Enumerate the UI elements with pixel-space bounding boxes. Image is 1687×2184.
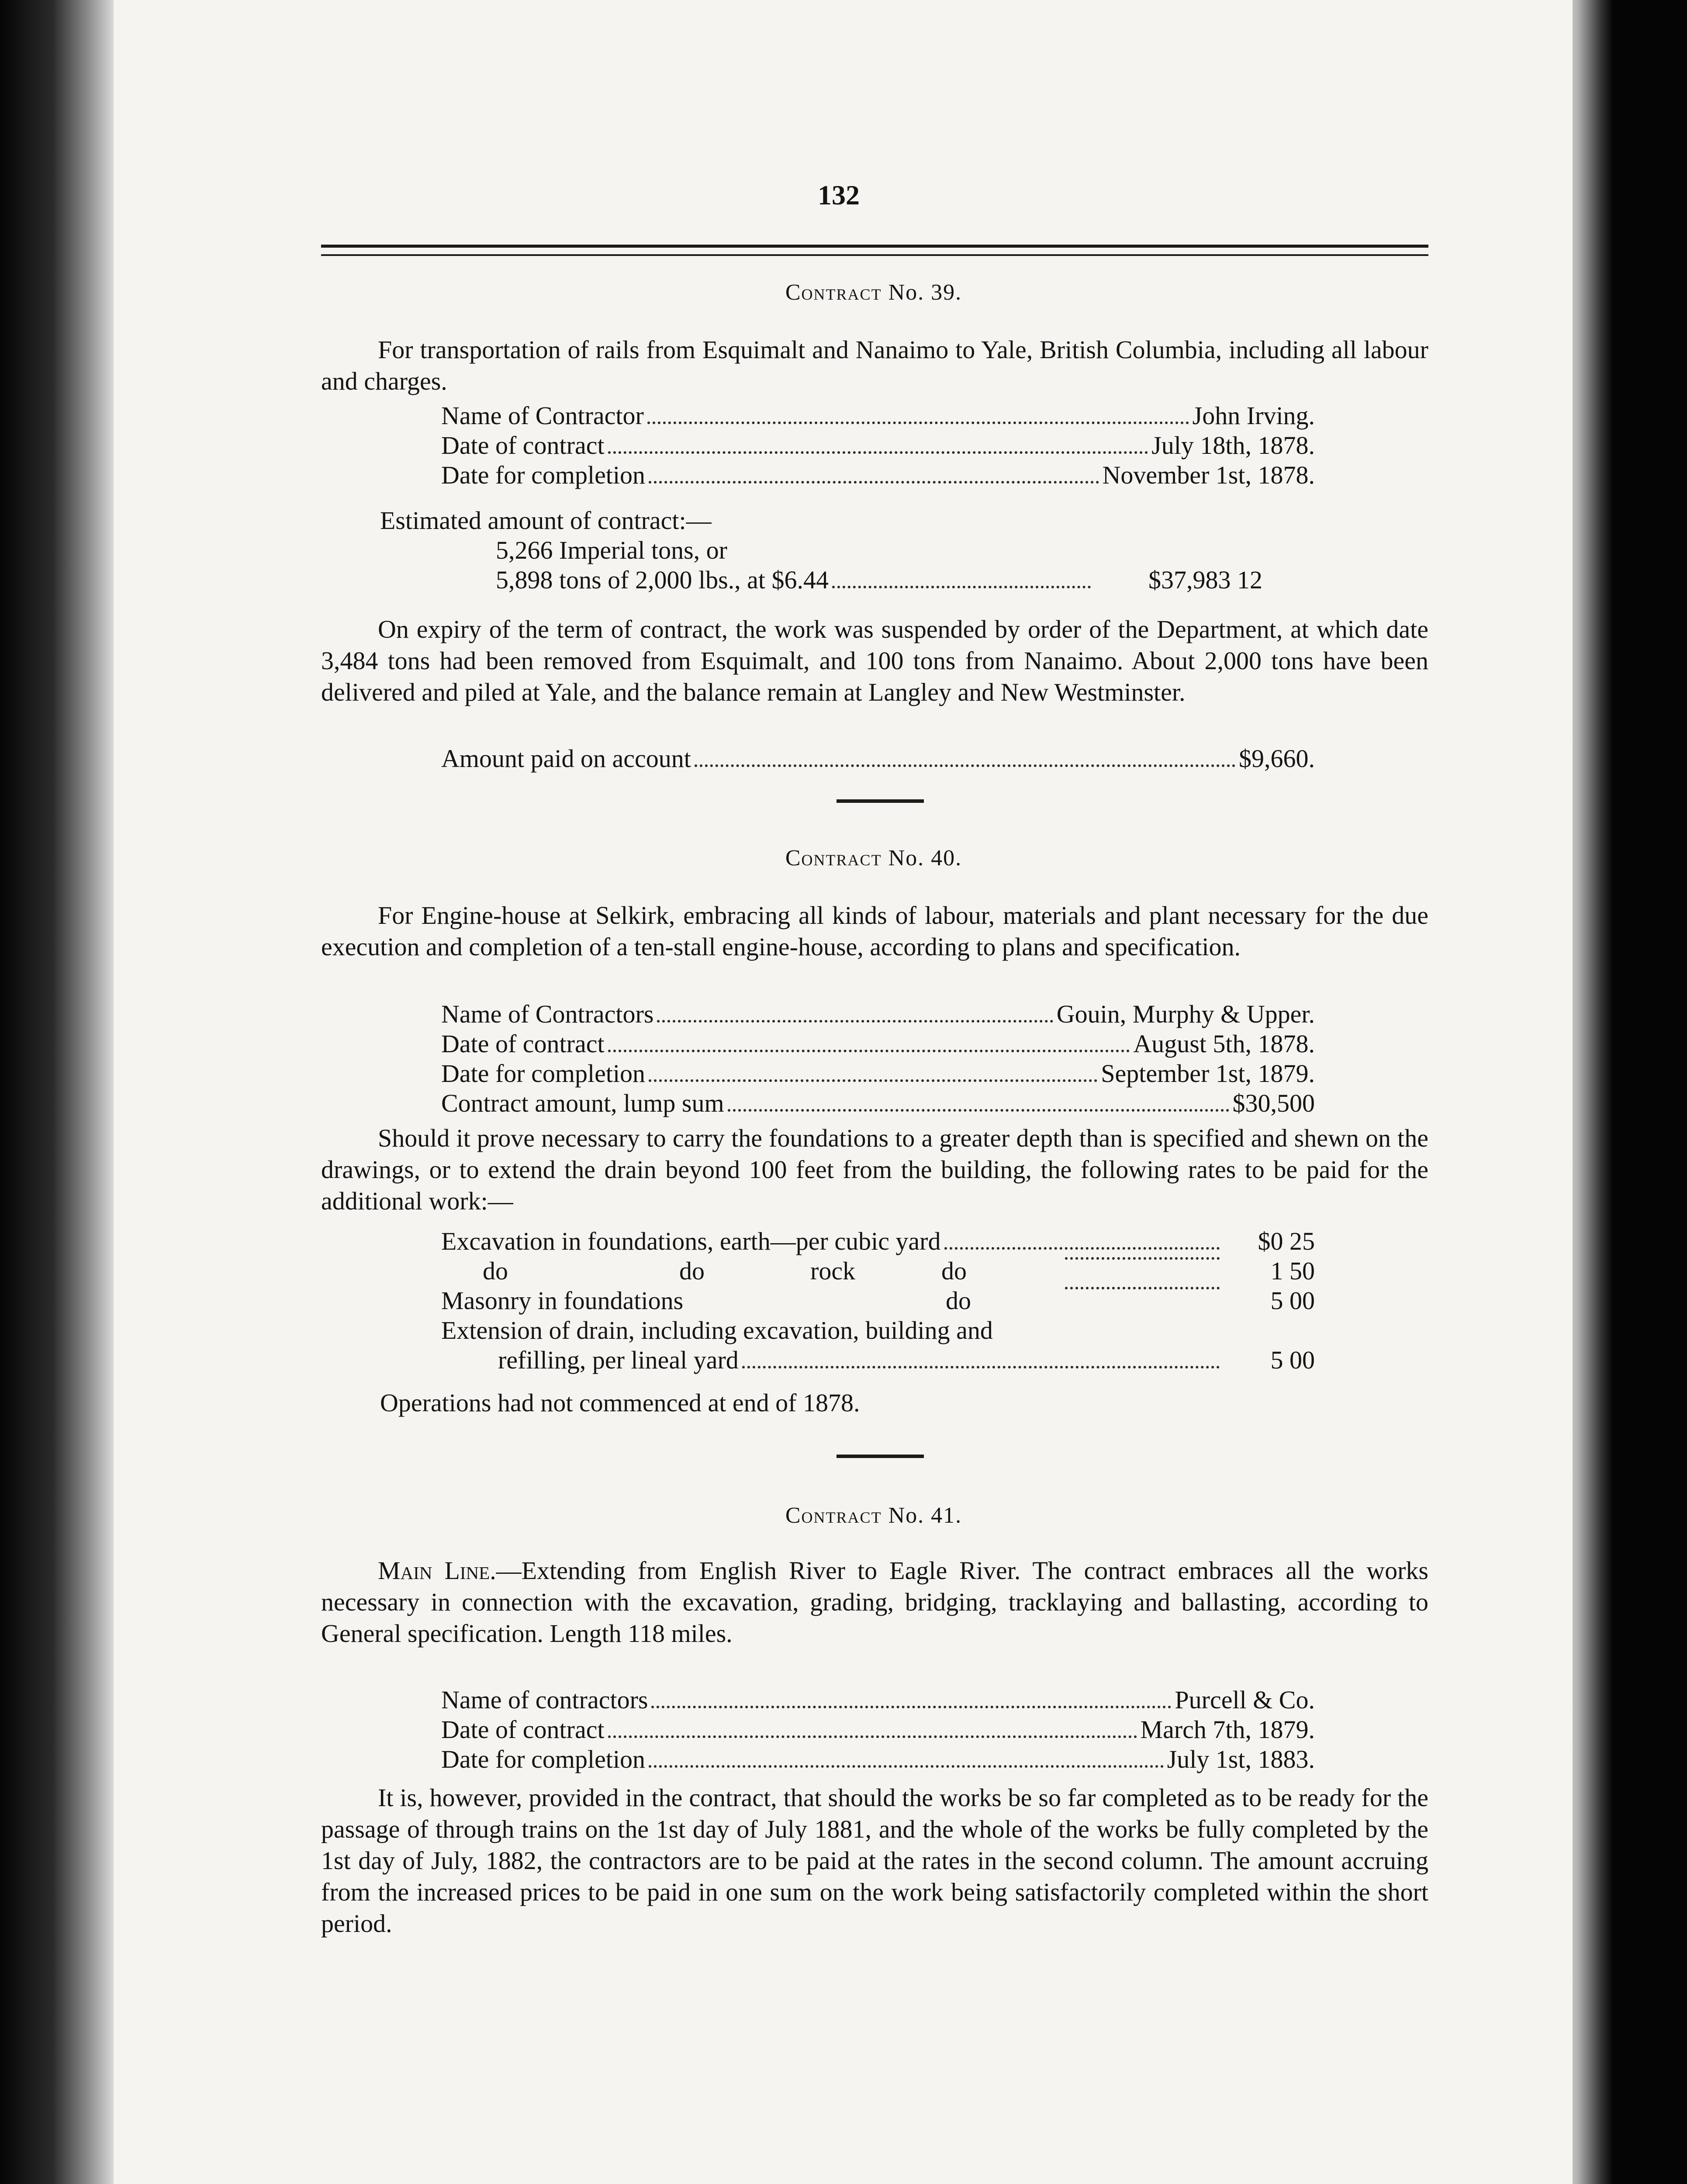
detail-value: November 1st, 1878. (1102, 461, 1315, 489)
contract-39-detail-row (441, 432, 1315, 460)
leader-dots (608, 1735, 1137, 1738)
heading-prefix: Contract (785, 846, 882, 871)
contract-39-estimate-line: 5,266 Imperial tons, or (496, 536, 727, 564)
contract-39-paid-row (441, 745, 1315, 773)
contract-40-description: For Engine-house at Selkirk, embracing all kinds of labour, materials and plant necessary for the due execution and completion of a ten-stall engine-house, according to plans and specification. (321, 901, 1428, 961)
rate-row (498, 1346, 1223, 1374)
contract-39-estimate-row (496, 566, 1094, 594)
leader-dots (695, 764, 1235, 767)
heading-number: No. 40. (888, 846, 962, 871)
heading-number: No. 41. (888, 1503, 962, 1528)
detail-value: John Irving. (1192, 401, 1315, 430)
leader-dots (1065, 1257, 1220, 1260)
detail-label: Date for completion (441, 1059, 646, 1088)
rate-label: refilling, per lineal yard (498, 1346, 739, 1374)
contract-39-description: For transportation of rails from Esquimalt and Nanaimo to Yale, British Columbia, including all labour and charges. (321, 335, 1428, 395)
rate-value: 5 00 (1270, 1286, 1315, 1315)
rate-label: Extension of drain, including excavation, building and (441, 1316, 993, 1344)
contract-39-detail-row (441, 461, 1315, 489)
contract-40-heading (612, 845, 1136, 871)
heading-prefix: Contract (785, 1503, 882, 1528)
section-divider (837, 1455, 924, 1458)
rate-row (441, 1227, 1223, 1255)
contract-40-status: Operations had not commenced at end of 1878. (380, 1389, 860, 1417)
detail-label: Name of Contractors (441, 1000, 654, 1028)
leader-dots (647, 422, 1189, 424)
contract-41-description (321, 1555, 1428, 1649)
rate-ditto: do (941, 1257, 967, 1285)
contract-41-proviso: It is, however, provided in the contract, that should the works be so far completed as to be ready for the passage of through trains on the 1st day of July 1881, and the whole of the works be fully completed by the 1st day of July, 1882, the contractors are to be paid at the rates in the second column. The amount accruing from the increased prices to be paid in one sum on the work being satisfactorily completed within the short period. (321, 1783, 1428, 1938)
detail-value: Purcell & Co. (1175, 1686, 1315, 1714)
detail-value: September 1st, 1879. (1101, 1059, 1315, 1088)
scan-edge-right (1556, 0, 1687, 2184)
heading-prefix: Contract (785, 280, 882, 305)
contract-39-heading (612, 280, 1136, 305)
contract-39-estimate-heading: Estimated amount of contract:— (380, 506, 712, 535)
detail-label: Date of contract (441, 431, 605, 460)
rate-leader (1061, 1287, 1223, 1315)
heading-number: No. 39. (888, 280, 962, 305)
contract-41-heading (612, 1503, 1136, 1528)
paid-label: Amount paid on account (441, 744, 691, 773)
leader-dots (1065, 1287, 1220, 1289)
paid-value: $9,660. (1239, 744, 1315, 773)
rate-value: $0 25 (1258, 1227, 1315, 1255)
rate-value: 1 50 (1270, 1257, 1315, 1285)
detail-label: Name of contractors (441, 1686, 648, 1714)
leader-dots (728, 1109, 1229, 1112)
detail-value: July 18th, 1878. (1151, 431, 1315, 460)
detail-label: Date of contract (441, 1030, 605, 1058)
rate-label: Excavation in foundations, earth—per cubic yard (441, 1227, 941, 1255)
leader-dots (608, 1050, 1130, 1052)
rate-material: rock (810, 1257, 856, 1285)
rate-leader (1061, 1257, 1223, 1285)
contract-40-additional-note: Should it prove necessary to carry the foundations to a greater depth than is specified and shewn on the drawings, or to extend the drain beyond 100 feet from the building, the following rates to be paid for the additional work:— (321, 1124, 1428, 1215)
estimate-label: 5,898 tons of 2,000 lbs., at $6.44 (496, 566, 829, 594)
estimate-value: $37,983 12 (1148, 566, 1262, 594)
leader-dots (649, 1079, 1097, 1082)
description-text: —Extending from English River to Eagle River. The contract embraces all the works necessary in connection with the excavation, grading, bridging, tracklaying and ballasting, according to General specification. Length 118 miles. (321, 1556, 1428, 1648)
contract-41-detail-row (441, 1745, 1315, 1773)
leader-dots (649, 481, 1099, 484)
rate-ditto: do (946, 1286, 971, 1315)
contract-39-note: On expiry of the term of contract, the work was suspended by order of the Department, at which date 3,484 tons had been removed from Esquimalt, and 100 tons from Nanaimo. About 2,000 tons have been delivered and piled at Yale, and the balance remain at Langley and New Westminster. (321, 615, 1428, 706)
detail-label: Date of contract (441, 1715, 605, 1744)
leader-dots (832, 586, 1091, 588)
contract-40-detail-row (441, 1030, 1315, 1058)
leader-dots (657, 1020, 1053, 1023)
detail-value: March 7th, 1879. (1140, 1715, 1315, 1744)
detail-label: Date for completion (441, 461, 646, 489)
leader-dots (608, 451, 1148, 454)
section-divider (837, 799, 924, 803)
rate-value: 5 00 (1270, 1346, 1315, 1374)
contract-40-detail-row (441, 1000, 1315, 1028)
header-rule (321, 245, 1428, 256)
contract-39-detail-row (441, 402, 1315, 430)
leader-dots (651, 1706, 1171, 1708)
detail-value: August 5th, 1878. (1133, 1030, 1315, 1058)
contract-41-detail-row (441, 1716, 1315, 1744)
leader-dots (649, 1765, 1164, 1768)
contract-41-detail-row (441, 1686, 1315, 1714)
scan-edge-left (0, 0, 131, 2184)
detail-value: Gouin, Murphy & Upper. (1056, 1000, 1315, 1028)
detail-label: Name of Contractor (441, 401, 644, 430)
contract-40-detail-row (441, 1060, 1315, 1088)
detail-label: Contract amount, lump sum (441, 1089, 724, 1117)
contract-40-detail-row (441, 1089, 1315, 1117)
rate-label: Masonry in foundations (441, 1286, 684, 1315)
rate-ditto: do (679, 1257, 705, 1285)
leader-dots (742, 1366, 1220, 1368)
rate-ditto: do (483, 1257, 508, 1285)
detail-value: $30,500 (1232, 1089, 1315, 1117)
leader-dots (944, 1247, 1220, 1250)
detail-label: Date for completion (441, 1745, 646, 1773)
page-number: 132 (818, 180, 860, 211)
detail-value: July 1st, 1883. (1167, 1745, 1315, 1773)
section-lead: Main Line. (378, 1556, 496, 1585)
